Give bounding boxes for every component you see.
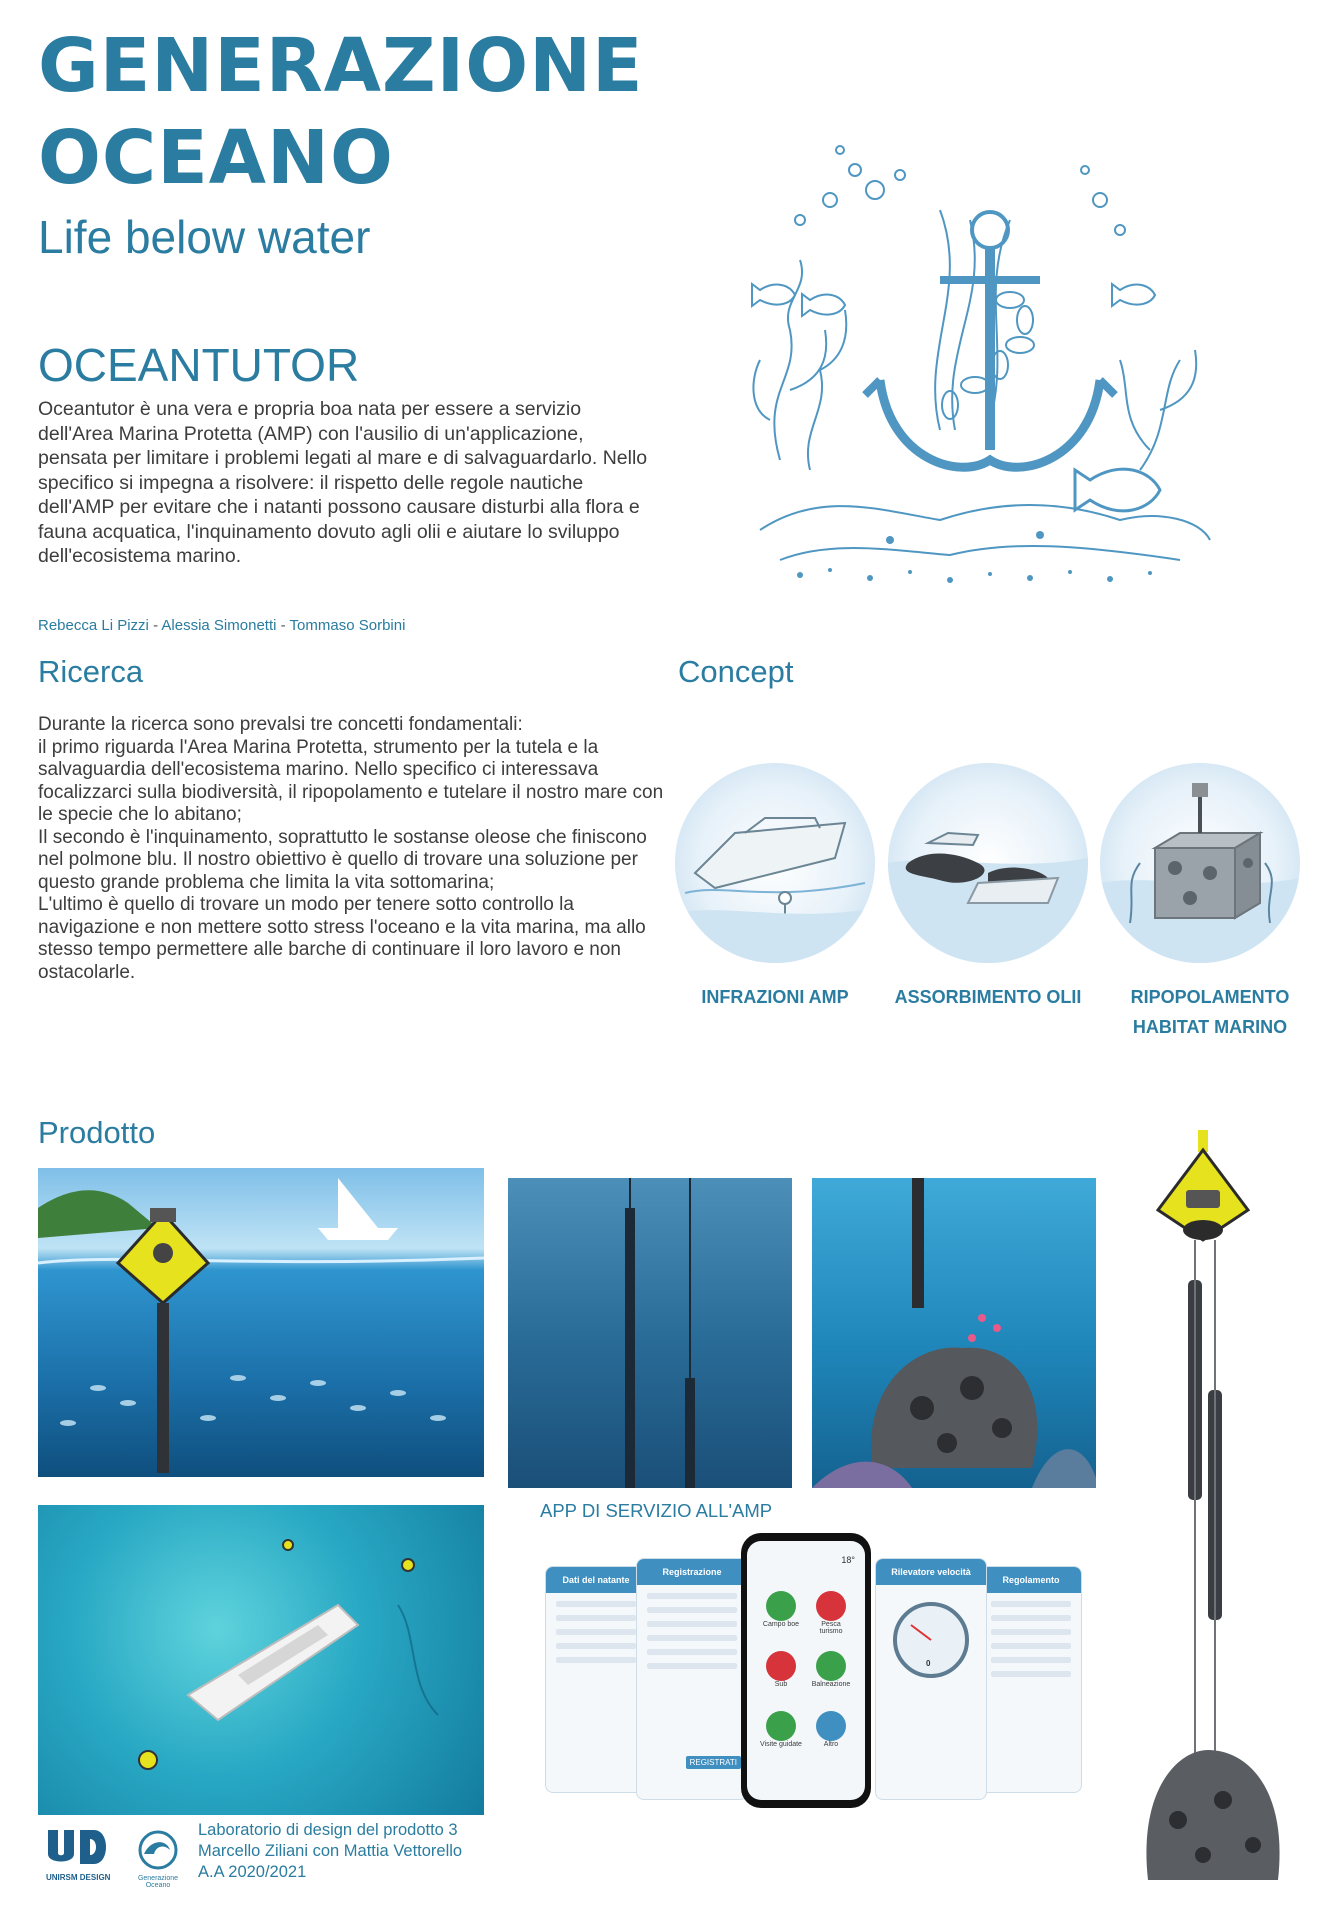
app-screen-speed bbox=[875, 1558, 987, 1800]
speedometer-icon bbox=[876, 1585, 986, 1695]
research-title: Ricerca bbox=[38, 654, 144, 689]
footer-line: Laboratorio di design del prodotto 3 bbox=[198, 1821, 458, 1839]
title-line-1: GENERAZIONE bbox=[38, 23, 644, 109]
product-title: OCEANTUTOR bbox=[38, 339, 360, 391]
phone-mockup bbox=[741, 1533, 871, 1808]
research-paragraph: Durante la ricerca sono prevalsi tre concetti fondamentali: bbox=[38, 714, 523, 735]
wave-logo-icon bbox=[136, 1830, 180, 1870]
concept-label-line: HABITAT MARINO bbox=[1132, 1017, 1288, 1037]
concept-olii-illustration bbox=[888, 763, 1088, 963]
buoy-product-render bbox=[1058, 1130, 1344, 1880]
concept-label-ripopolamento bbox=[1100, 982, 1320, 1042]
underwater-ropes-photo bbox=[508, 1178, 792, 1488]
boat-aerial-photo bbox=[38, 1505, 484, 1815]
speed-value: 0 bbox=[926, 1659, 931, 1668]
logo-text-line: Generazione bbox=[137, 1875, 179, 1882]
authors bbox=[38, 617, 405, 634]
concept-infrazioni-illustration bbox=[675, 763, 875, 963]
author-separator: - bbox=[153, 617, 159, 634]
research-paragraph: L'ultimo è quello di trovare un modo per tenere sotto controllo la navigazione e non mettere sotto stress l'oceano e la vita marina, ma allo stesso tempo permettere alle barche di continuare il loro lavoro e non ostacolarle. bbox=[38, 894, 646, 983]
author-1: Rebecca Li Pizzi bbox=[38, 617, 149, 634]
research-paragraph: il primo riguarda l'Area Marina Protetta, strumento per la tutela e la salvaguardia dell'ecosistema marino. Nello specifico ci interessava focalizzarci sulla biodiversità, il ripopolamento e tutelare il nostro mare con le specie che lo abitano; bbox=[38, 736, 664, 825]
weather-temp: 18° bbox=[841, 1555, 855, 1565]
footer-line: Marcello Ziliani con Mattia Vettorello bbox=[198, 1842, 463, 1860]
concept-ripopolamento-illustration bbox=[1100, 763, 1300, 963]
app-screen-boat-data bbox=[545, 1566, 647, 1793]
register-button[interactable]: REGISTRATI bbox=[686, 1756, 741, 1769]
logo-text-line: Oceano bbox=[145, 1882, 171, 1889]
anchor-coral-illustration bbox=[740, 130, 1220, 590]
screen-header: Registrazione bbox=[637, 1559, 747, 1585]
concept-label-infrazioni: INFRAZIONI AMP bbox=[701, 987, 849, 1007]
concept-title: Concept bbox=[678, 654, 794, 689]
app-button-label[interactable]: Balneazione bbox=[811, 1681, 851, 1688]
screen-header: Rilevatore velocità bbox=[876, 1559, 986, 1585]
title-line-2: OCEANO bbox=[38, 115, 394, 201]
research-paragraph: Il secondo è l'inquinamento, soprattutto le sostanse oleose che finiscono nel polmone blu. Il nostro obiettivo è quello di trovare una soluzione per questo grande problema che limita la vita sottomarina; bbox=[38, 826, 647, 893]
screen-header: Dati del natante bbox=[546, 1567, 646, 1593]
generazione-oceano-logo bbox=[128, 1830, 188, 1889]
research-text bbox=[38, 714, 668, 984]
app-button-label[interactable]: Campo boe bbox=[762, 1621, 800, 1628]
app-button-label[interactable]: Sub bbox=[774, 1681, 788, 1688]
screen-header: Regolamento bbox=[981, 1567, 1081, 1593]
product-description: Oceantutor è una vera e propria boa nata per essere a servizio dell'Area Marina Protetta (AMP) con l'ausilio di un'applicazione, pensata per limitare i problemi legati al mare e di salvaguardarlo. Nello specifico si impegna a risolvere: il rispetto delle regole nautiche dell'AMP per evitare che i natanti possono causare disturbi alla flora e fauna acquatica, l'inquinamento dovuto agli olii e aiutare lo sviluppo dell'ecosistema marino. bbox=[38, 398, 648, 567]
author-2: Alessia Simonetti bbox=[161, 617, 277, 634]
unirsm-logo-text: UNIRSM DESIGN bbox=[46, 1873, 111, 1882]
footer-line: A.A 2020/2021 bbox=[198, 1863, 307, 1881]
unirsm-logo bbox=[46, 1828, 112, 1888]
app-screen-registration bbox=[636, 1558, 748, 1800]
app-button-label[interactable]: Visite guidate bbox=[760, 1741, 802, 1748]
main-title bbox=[38, 20, 644, 204]
app-button-label[interactable]: Pesca turismo bbox=[819, 1621, 843, 1635]
concept-label-line: RIPOPOLAMENTO bbox=[1130, 987, 1290, 1007]
footer-credits bbox=[198, 1820, 462, 1883]
concept-label-olii: ASSORBIMENTO OLII bbox=[894, 987, 1082, 1007]
author-separator: - bbox=[280, 617, 286, 634]
reef-block-photo bbox=[812, 1178, 1096, 1488]
subtitle: Life below water bbox=[38, 211, 371, 263]
app-button-label[interactable]: Altro bbox=[823, 1741, 839, 1748]
author-3: Tommaso Sorbini bbox=[289, 617, 406, 634]
app-section-title: APP DI SERVIZIO ALL'AMP bbox=[540, 1500, 773, 1521]
prodotto-title: Prodotto bbox=[38, 1115, 156, 1150]
buoy-sea-photo bbox=[38, 1168, 484, 1477]
